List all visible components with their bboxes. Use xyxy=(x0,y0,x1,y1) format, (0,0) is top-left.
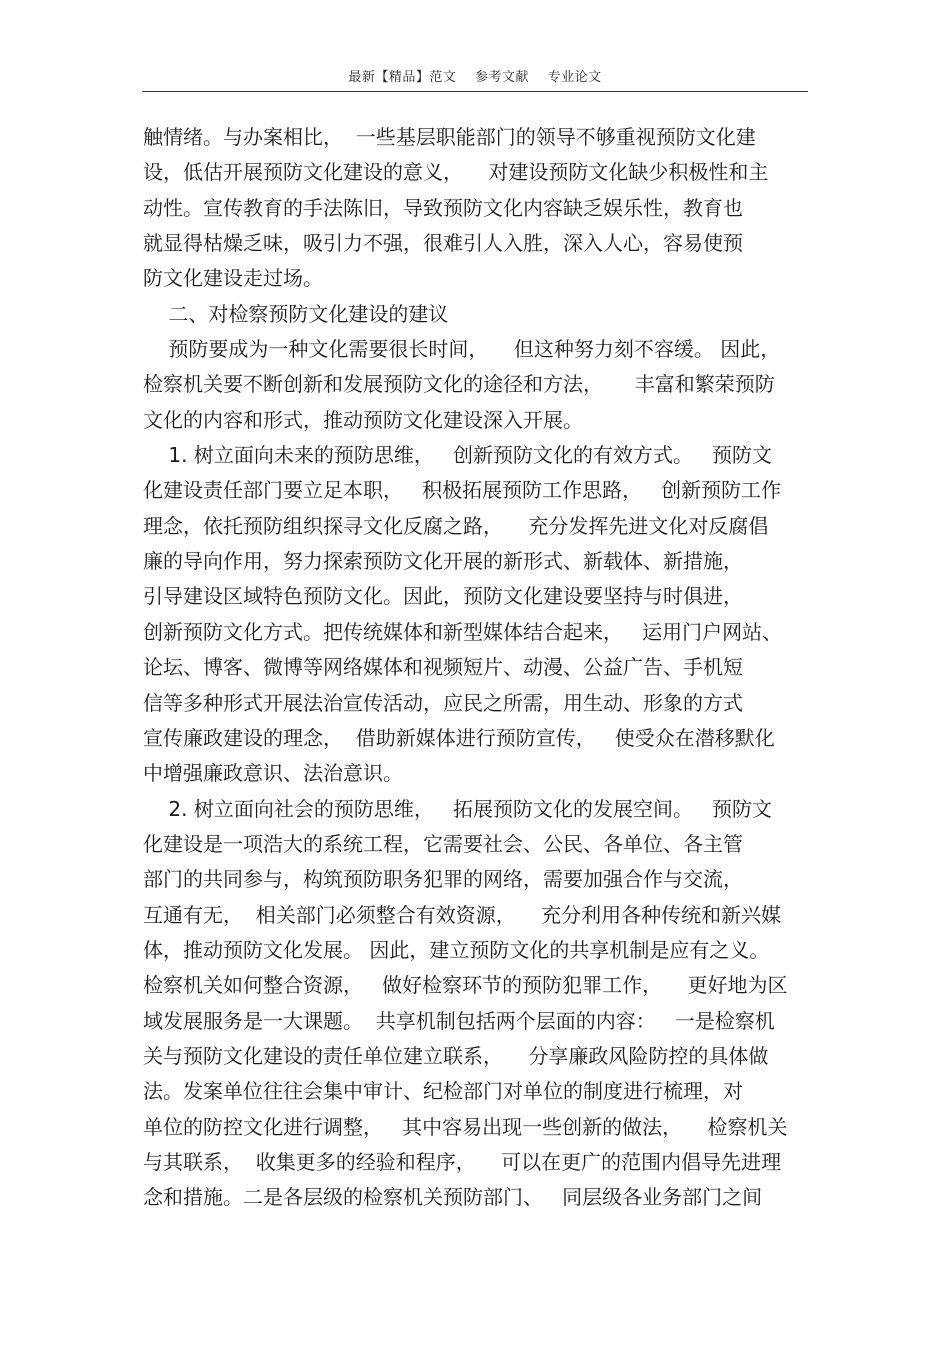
header-item-model-essays: 最新【精品】范文 xyxy=(348,70,457,85)
text-line: 互通有无， 相关部门必须整合有效资源， 充分利用各种传统和新兴媒 xyxy=(143,902,782,927)
text-line: 动性。宣传教育的手法陈旧，导致预防文化内容缺乏娱乐性，教育也 xyxy=(143,195,743,220)
text-line: 检察机关要不断创新和发展预防文化的途径和方法， 丰富和繁荣预防 xyxy=(143,372,775,397)
text-line: 与其联系， 收集更多的经验和程序， 可以在更广的范围内倡导先进理 xyxy=(143,1149,782,1174)
text-line: 防文化建设走过场。 xyxy=(143,266,323,291)
text-line: 念和措施。二是各层级的检察机关预防部门、 同层级各业务部门之间 xyxy=(143,1185,763,1210)
text-line: 二、对检察预防文化建设的建议 xyxy=(143,301,449,326)
text-line: 检察机关如何整合资源， 做好检察环节的预防犯罪工作， 更好地为区 xyxy=(143,973,788,998)
text-line: 化建设责任部门要立足本职， 积极拓展预防工作思路， 创新预防工作 xyxy=(143,478,782,503)
text-line: 2. 树立面向社会的预防思维， 拓展预防文化的发展空间。 预防文 xyxy=(143,796,773,821)
document-body xyxy=(143,120,813,1216)
text-line: 信等多种形式开展法治宣传活动，应民之所需，用生动、形象的方式 xyxy=(143,690,743,715)
header-item-papers: 专业论文 xyxy=(547,70,602,85)
text-line: 关与预防文化建设的责任单位建立联系， 分享廉政风险防控的具体做 xyxy=(143,1043,769,1068)
text-line: 论坛、博客、微博等网络媒体和视频短片、动漫、公益广告、手机短 xyxy=(143,655,743,680)
text-line: 中增强廉政意识、法治意识。 xyxy=(143,761,403,786)
page-header xyxy=(0,66,950,85)
text-line: 设，低估开展预防文化建设的意义， 对建设预防文化缺少积极性和主 xyxy=(143,160,769,185)
text-line: 法。发案单位往往会集中审计、纪检部门对单位的制度进行梳理，对 xyxy=(143,1079,743,1104)
text-line: 廉的导向作用，努力探索预防文化开展的新形式、新载体、新措施， xyxy=(143,549,743,574)
text-line: 就显得枯燥乏味，吸引力不强，很难引人入胜，深入人心，容易使预 xyxy=(143,231,743,256)
text-line: 创新预防文化方式。把传统媒体和新型媒体结合起来， 运用门户网站、 xyxy=(143,619,783,644)
text-line: 文化的内容和形式，推动预防文化建设深入开展。 xyxy=(143,407,583,432)
header-item-references: 参考文献 xyxy=(474,70,529,85)
text-line: 触情绪。与办案相比， 一些基层职能部门的领导不够重视预防文化建 xyxy=(143,125,756,149)
text-line: 1. 树立面向未来的预防思维， 创新预防文化的有效方式。 预防文 xyxy=(143,443,773,468)
text-line: 域发展服务是一大课题。 共享机制包括两个层面的内容： 一是检察机 xyxy=(143,1008,775,1033)
text-line: 理念，依托预防组织探寻文化反腐之路， 充分发挥先进文化对反腐倡 xyxy=(143,513,769,538)
text-line: 体，推动预防文化发展。 因此，建立预防文化的共享机制是应有之义。 xyxy=(143,937,770,962)
text-line: 部门的共同参与，构筑预防职务犯罪的网络，需要加强合作与交流， xyxy=(143,867,743,892)
text-line: 化建设是一项浩大的系统工程，它需要社会、公民、各单位、各主管 xyxy=(143,831,743,856)
header-divider xyxy=(142,91,808,92)
text-line: 单位的防控文化进行调整， 其中容易出现一些创新的做法， 检察机关 xyxy=(143,1114,788,1139)
text-line: 宣传廉政建设的理念， 借助新媒体进行预防宣传， 使受众在潜移默化 xyxy=(143,725,775,750)
text-line: 预防要成为一种文化需要很长时间， 但这种努力刻不容缓。 因此， xyxy=(143,337,781,362)
text-line: 引导建设区域特色预防文化。因此，预防文化建设要坚持与时俱进， xyxy=(143,584,743,609)
